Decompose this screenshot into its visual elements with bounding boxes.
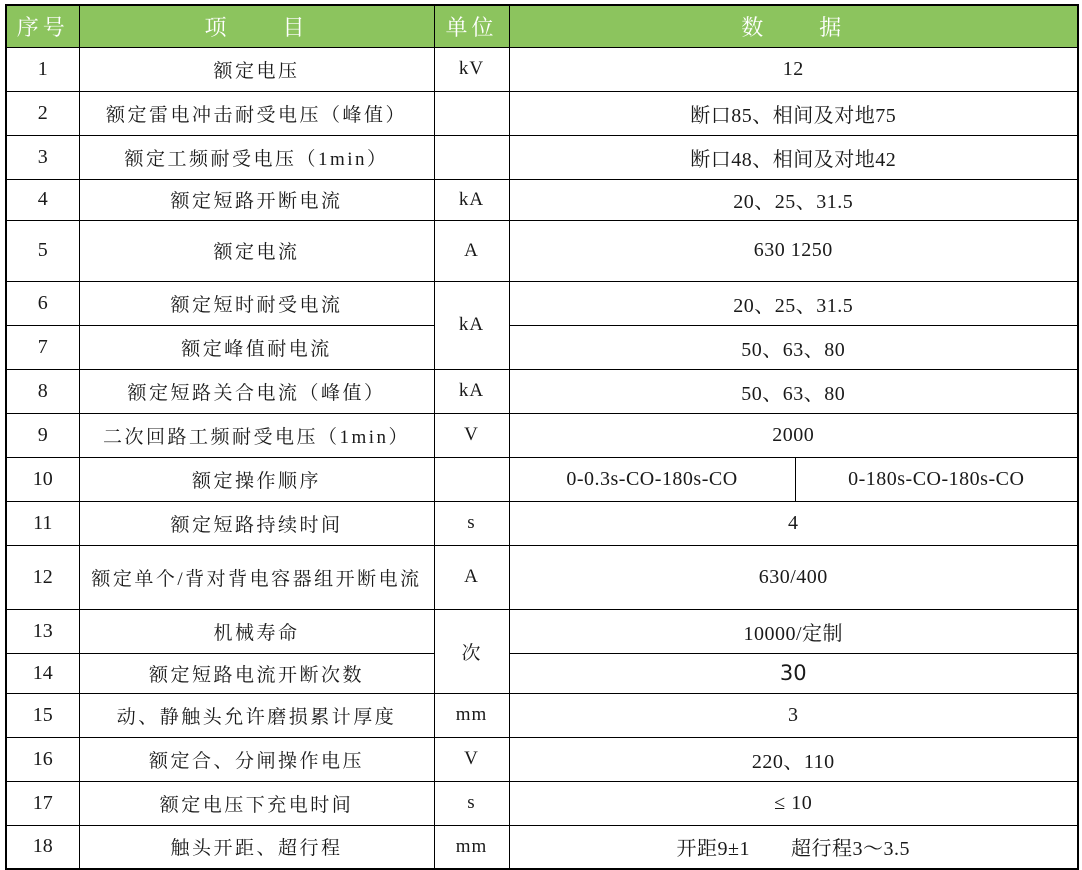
table-row-7 xyxy=(6,325,1078,369)
header-row xyxy=(6,5,1078,47)
spec-table-header xyxy=(6,5,1078,47)
cell-no: 14 xyxy=(6,653,79,693)
cell-no: 15 xyxy=(6,693,79,737)
cell-data-left: 0-0.3s-CO-180s-CO xyxy=(509,457,795,501)
header-unit: 单位 xyxy=(434,5,509,47)
cell-data: 开距9±1 超行程3～3.5 xyxy=(509,825,1078,869)
table-row-5 xyxy=(6,220,1078,281)
cell-data: 12 xyxy=(509,47,1078,91)
cell-item: 触头开距、超行程 xyxy=(79,825,434,869)
table-row-15 xyxy=(6,693,1078,737)
table-row-17 xyxy=(6,781,1078,825)
table-row-8 xyxy=(6,369,1078,413)
cell-unit xyxy=(434,91,509,135)
cell-unit: s xyxy=(434,501,509,545)
cell-data: 50、63、80 xyxy=(509,369,1078,413)
cell-unit: A xyxy=(434,220,509,281)
cell-item: 额定短路持续时间 xyxy=(79,501,434,545)
cell-no: 8 xyxy=(6,369,79,413)
cell-item: 额定短时耐受电流 xyxy=(79,281,434,325)
cell-item: 额定操作顺序 xyxy=(79,457,434,501)
cell-no: 5 xyxy=(6,220,79,281)
table-row-16 xyxy=(6,737,1078,781)
cell-item: 额定单个/背对背电容器组开断电流 xyxy=(79,545,434,609)
table-row-10 xyxy=(6,457,1078,501)
cell-data: 3 xyxy=(509,693,1078,737)
cell-unit-merged: kA xyxy=(434,281,509,369)
table-row-12 xyxy=(6,545,1078,609)
cell-data: 30 xyxy=(509,653,1078,693)
cell-data: 断口85、相间及对地75 xyxy=(509,91,1078,135)
cell-data-right: 0-180s-CO-180s-CO xyxy=(795,457,1078,501)
table-row-6 xyxy=(6,281,1078,325)
cell-data: 50、63、80 xyxy=(509,325,1078,369)
cell-no: 9 xyxy=(6,413,79,457)
cell-unit-merged: 次 xyxy=(434,609,509,693)
cell-unit: mm xyxy=(434,693,509,737)
cell-item: 额定电压 xyxy=(79,47,434,91)
table-row-18 xyxy=(6,825,1078,869)
table-row-11 xyxy=(6,501,1078,545)
cell-no: 1 xyxy=(6,47,79,91)
cell-no: 12 xyxy=(6,545,79,609)
cell-unit xyxy=(434,135,509,179)
table-row-2 xyxy=(6,91,1078,135)
cell-data: 20、25、31.5 xyxy=(509,281,1078,325)
cell-unit: kA xyxy=(434,179,509,220)
cell-item: 机械寿命 xyxy=(79,609,434,653)
header-no: 序号 xyxy=(6,5,79,47)
cell-no: 2 xyxy=(6,91,79,135)
cell-unit: V xyxy=(434,737,509,781)
cell-item: 额定工频耐受电压（1min） xyxy=(79,135,434,179)
cell-item: 额定电流 xyxy=(79,220,434,281)
cell-item: 额定合、分闸操作电压 xyxy=(79,737,434,781)
table-row-14 xyxy=(6,653,1078,693)
cell-no: 18 xyxy=(6,825,79,869)
cell-item: 额定峰值耐电流 xyxy=(79,325,434,369)
cell-item: 额定短路电流开断次数 xyxy=(79,653,434,693)
cell-data: 4 xyxy=(509,501,1078,545)
table-row-1 xyxy=(6,47,1078,91)
cell-unit: s xyxy=(434,781,509,825)
cell-no: 10 xyxy=(6,457,79,501)
cell-item: 额定电压下充电时间 xyxy=(79,781,434,825)
table-row-9 xyxy=(6,413,1078,457)
cell-unit xyxy=(434,457,509,501)
cell-no: 7 xyxy=(6,325,79,369)
cell-no: 13 xyxy=(6,609,79,653)
cell-item: 额定雷电冲击耐受电压（峰值） xyxy=(79,91,434,135)
cell-item: 额定短路关合电流（峰值） xyxy=(79,369,434,413)
cell-data: 2000 xyxy=(509,413,1078,457)
cell-no: 16 xyxy=(6,737,79,781)
cell-item: 动、静触头允许磨损累计厚度 xyxy=(79,693,434,737)
table-row-13 xyxy=(6,609,1078,653)
cell-unit: kA xyxy=(434,369,509,413)
cell-unit: mm xyxy=(434,825,509,869)
cell-no: 6 xyxy=(6,281,79,325)
cell-item: 额定短路开断电流 xyxy=(79,179,434,220)
table-row-4 xyxy=(6,179,1078,220)
cell-unit: A xyxy=(434,545,509,609)
spec-table-body xyxy=(6,47,1078,869)
cell-unit: V xyxy=(434,413,509,457)
cell-data: 10000/定制 xyxy=(509,609,1078,653)
cell-data: 630/400 xyxy=(509,545,1078,609)
cell-data: 220、110 xyxy=(509,737,1078,781)
cell-unit: kV xyxy=(434,47,509,91)
header-data: 数 据 xyxy=(509,5,1078,47)
cell-item: 二次回路工频耐受电压（1min） xyxy=(79,413,434,457)
cell-no: 17 xyxy=(6,781,79,825)
cell-data: 20、25、31.5 xyxy=(509,179,1078,220)
header-item: 项 目 xyxy=(79,5,434,47)
table-row-3 xyxy=(6,135,1078,179)
cell-data: 断口48、相间及对地42 xyxy=(509,135,1078,179)
cell-data: 630 1250 xyxy=(509,220,1078,281)
spec-table xyxy=(5,4,1079,870)
cell-no: 3 xyxy=(6,135,79,179)
cell-no: 11 xyxy=(6,501,79,545)
cell-data: ≤ 10 xyxy=(509,781,1078,825)
cell-no: 4 xyxy=(6,179,79,220)
